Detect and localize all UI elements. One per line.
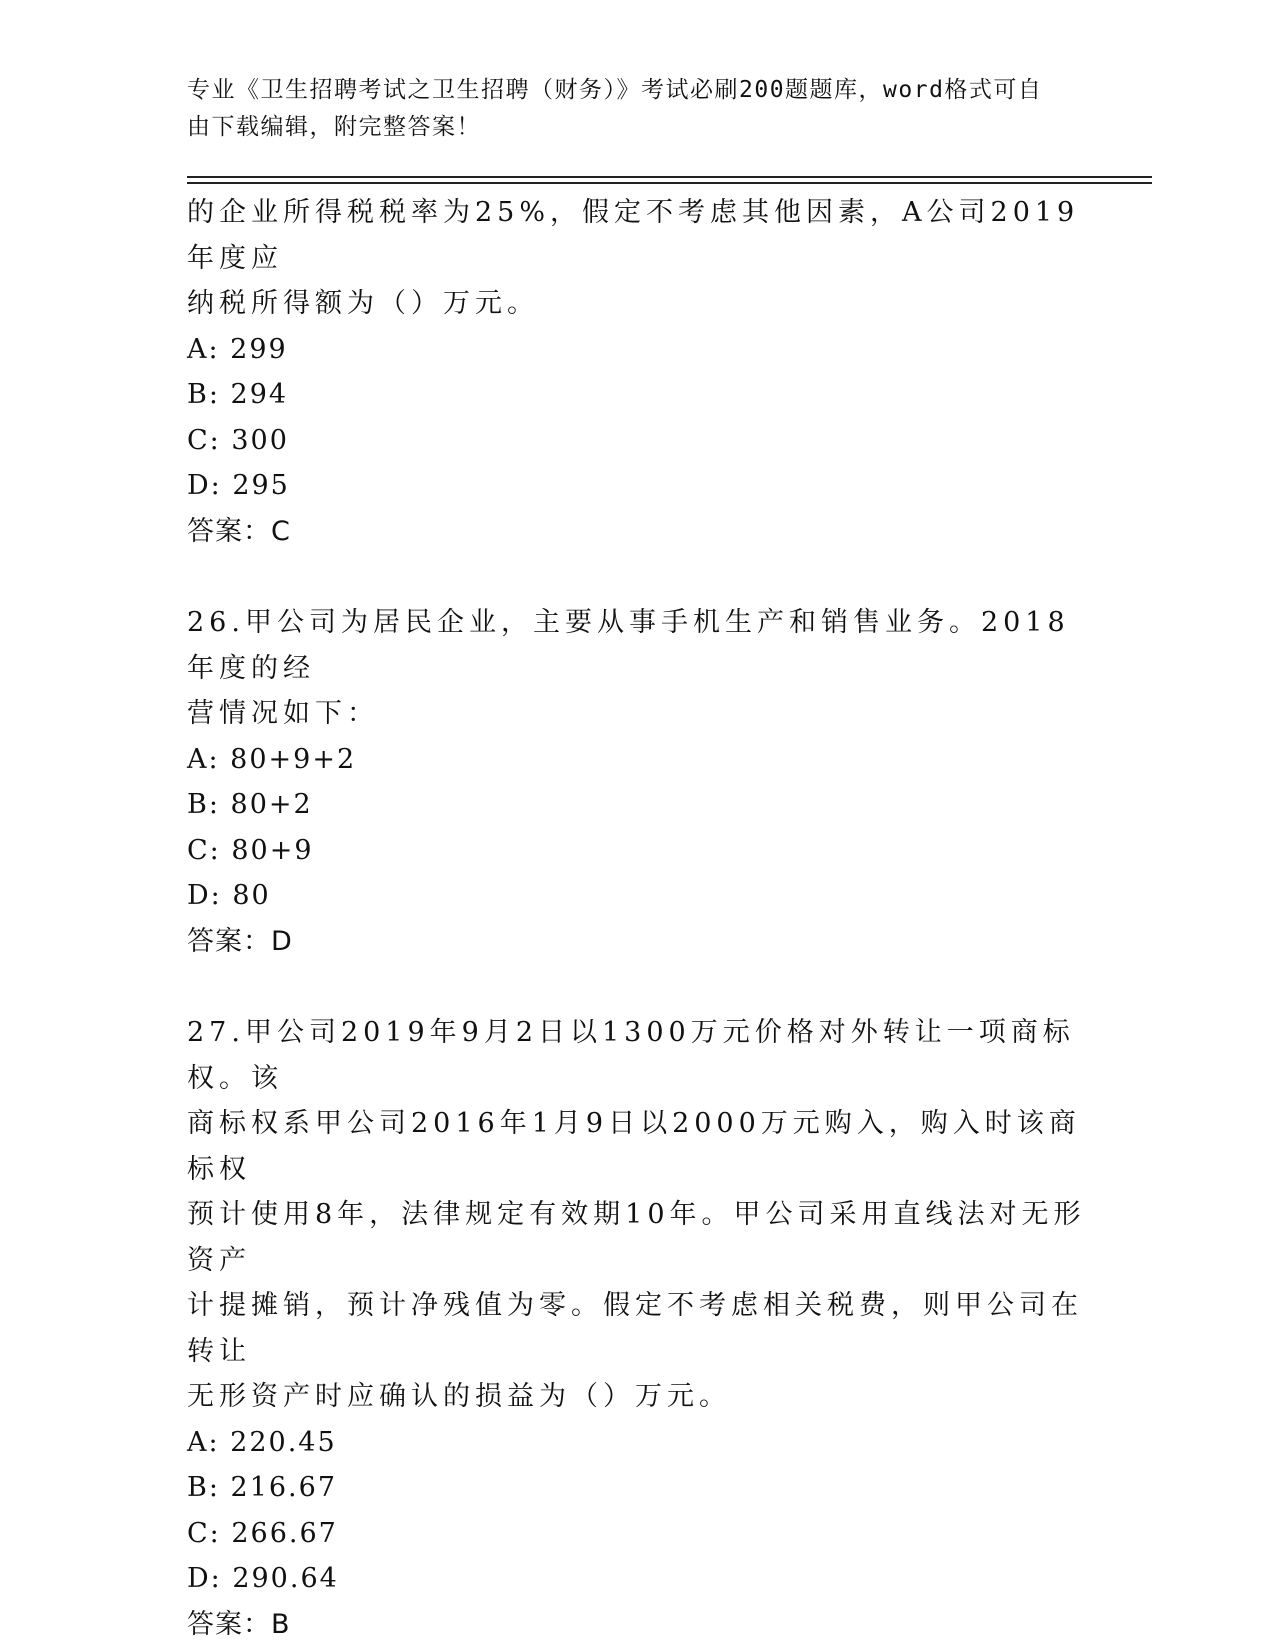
answer-line: 答案：B — [187, 1608, 291, 1640]
option-d: D: 295 — [187, 470, 290, 501]
option-c: C: 300 — [187, 424, 289, 456]
option-b: B: 80+2 — [187, 789, 313, 820]
question-stem-line: 预计使用8年，法律规定有效期10年。甲公司采用直线法对无形资产 — [187, 1199, 1086, 1276]
option-a: A: 299 — [187, 333, 288, 365]
document-header — [187, 72, 1067, 146]
answer-line: 答案：C — [187, 515, 291, 547]
question-stem-line: 商标权系甲公司2016年1月9日以2000万元购入，购入时该商标权 — [187, 1108, 1081, 1185]
question-stem-line: 27.甲公司2019年9月2日以1300万元价格对外转让一项商标权。该 — [187, 1017, 1075, 1094]
question-stem-line: 的企业所得税税率为25%，假定不考虑其他因素，A公司2019年度应 — [187, 197, 1080, 274]
option-a: A: 220.45 — [187, 1426, 337, 1458]
header-line-1: 专业《卫生招聘考试之卫生招聘（财务）》考试必刷200题题库，word格式可自 — [187, 77, 1043, 103]
question-25 — [187, 190, 1087, 554]
option-d: D: 80 — [187, 880, 271, 911]
header-line-2: 由下载编辑，附完整答案！ — [187, 114, 481, 140]
document-body — [187, 190, 1087, 1647]
question-stem-line: 无形资产时应确认的损益为（）万元。 — [187, 1381, 731, 1412]
answer-line: 答案：D — [187, 925, 293, 957]
question-stem-line: 营情况如下： — [187, 698, 379, 729]
option-b: B: 294 — [187, 379, 289, 410]
option-c: C: 266.67 — [187, 1517, 338, 1549]
option-b: B: 216.67 — [187, 1472, 337, 1503]
header-divider-bottom — [187, 182, 1152, 184]
option-d: D: 290.64 — [187, 1563, 339, 1594]
question-stem-line: 计提摊销，预计净残值为零。假定不考虑相关税费，则甲公司在转让 — [187, 1290, 1083, 1367]
question-stem-line: 26.甲公司为居民企业，主要从事手机生产和销售业务。2018年度的经 — [187, 607, 1070, 684]
option-a: A: 80+9+2 — [187, 743, 357, 775]
spacer — [187, 964, 1087, 1010]
spacer — [187, 554, 1087, 600]
option-c: C: 80+9 — [187, 834, 314, 866]
question-26 — [187, 600, 1087, 964]
question-27 — [187, 1010, 1087, 1647]
question-stem-line: 纳税所得额为（）万元。 — [187, 288, 539, 319]
header-divider-top — [187, 176, 1152, 178]
